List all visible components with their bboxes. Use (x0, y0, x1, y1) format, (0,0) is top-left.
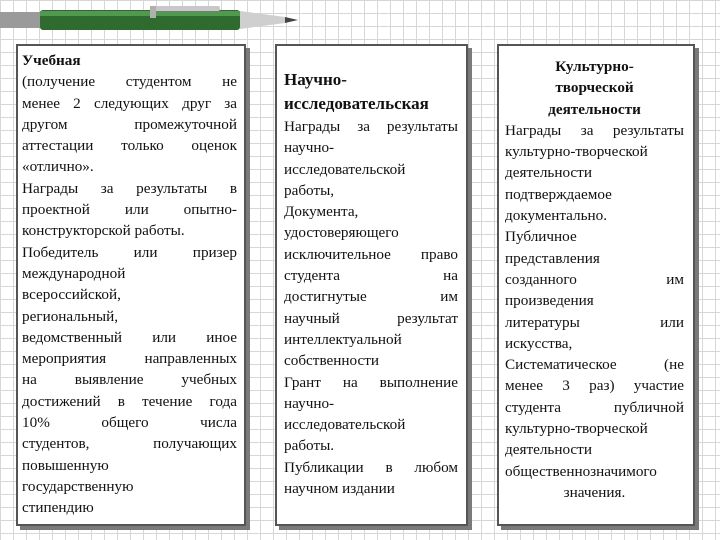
text-line: научном издании (284, 480, 395, 498)
text-line: Публичное (505, 228, 577, 246)
text-line: Награды за результаты (505, 121, 684, 139)
pen-icon (0, 0, 300, 40)
text-line: проектной или опытно- (22, 201, 237, 219)
panel-heading: Учебная (22, 52, 81, 69)
text-line: общественнозначимого (505, 462, 657, 480)
text-line: Документа, (284, 203, 359, 221)
text-line: на выявление учебных (22, 371, 237, 389)
text-line: студентов, получающих (22, 435, 237, 453)
text-line: исследовательской (284, 160, 406, 178)
text-line: собственности (284, 352, 379, 370)
panel-research (275, 44, 468, 526)
text-line: стипендию (22, 499, 94, 517)
text-line: подтверждаемое (505, 185, 612, 203)
text-line: представления (505, 249, 600, 267)
text-line: всероссийской, (22, 286, 121, 304)
text-line: значения. (563, 483, 626, 501)
text-line: работы, (284, 181, 335, 199)
text-line: деятельности (505, 164, 592, 182)
text-line: (получение студентом не (22, 73, 237, 91)
panel-academic (16, 44, 246, 526)
text-line: «отлично». (22, 158, 94, 176)
text-line: студента публичной (505, 398, 684, 416)
panel-heading: творческой (555, 79, 634, 97)
text-line: другом промежуточной (22, 115, 237, 133)
panel-heading: деятельности (548, 100, 641, 118)
text-line: повышенную (22, 456, 109, 474)
text-line: конструкторской работы. (22, 222, 185, 240)
text-line: государственную (22, 477, 134, 495)
text-line: научный результат (284, 309, 458, 327)
panel-heading: исследовательская (284, 94, 429, 113)
text-line: деятельности (505, 441, 592, 459)
text-line: работы. (284, 437, 335, 455)
text-line: Публикации в любом (284, 458, 458, 476)
panel-heading: Научно- (284, 70, 347, 89)
panel-cultural (497, 44, 695, 526)
text-line: культурно-творческой (505, 420, 648, 438)
text-line: Победитель или призер (22, 243, 237, 261)
panel-heading: Культурно- (555, 58, 634, 75)
text-line: документально. (505, 207, 608, 225)
text-line: студента на (284, 267, 458, 285)
text-line: Награды за результаты (284, 118, 458, 135)
text-line: менее 2 следующих друг за (22, 94, 237, 112)
text-line: аттестации только оценок (22, 137, 237, 155)
text-line: достижений в течение года (22, 392, 237, 410)
text-line: удостоверяющего (284, 224, 399, 242)
text-line: литературы или (505, 313, 684, 331)
text-line: международной (22, 264, 126, 282)
text-line: мероприятия направленных (22, 350, 237, 368)
text-line: научно- (284, 394, 335, 412)
text-line: Награды за результаты в (22, 179, 237, 197)
text-line: культурно-творческой (505, 143, 648, 161)
text-line: ведомственный или иное (22, 328, 237, 346)
text-line: интеллектуальной (284, 330, 402, 348)
text-line: 10% общего числа (22, 414, 237, 432)
text-line: научно- (284, 139, 335, 157)
text-line: региональный, (22, 307, 119, 325)
text-line: Систематическое (не (505, 356, 684, 374)
text-line: искусства, (505, 334, 573, 352)
text-line: исследовательской (284, 416, 406, 434)
text-line: менее 3 раз) участие (505, 377, 684, 395)
text-line: произведения (505, 292, 594, 310)
text-line: достигнутые им (284, 288, 458, 306)
text-line: Грант на выполнение (284, 373, 458, 391)
text-line: созданного им (505, 270, 684, 288)
text-line: исключительное право (284, 245, 458, 263)
